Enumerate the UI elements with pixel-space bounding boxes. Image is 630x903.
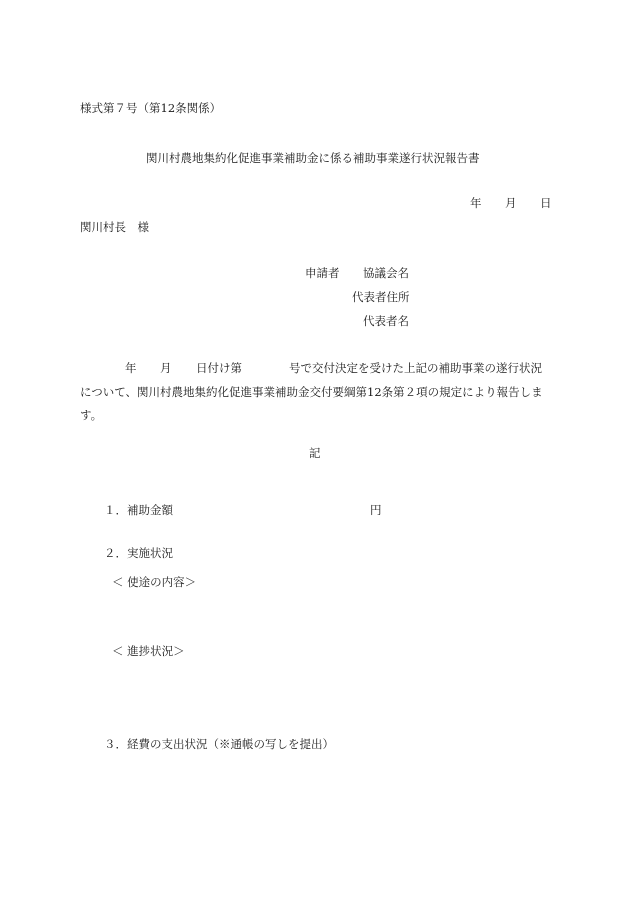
rep-address-label: 代表者住所 — [352, 290, 410, 304]
ki-heading: 記 — [309, 446, 321, 460]
expenses-label: ３．経費の支出状況（※通帳の写しを提出） — [104, 737, 334, 751]
body-day-ref: 日付け第 — [196, 361, 242, 375]
form-number: 様式第７号（第12条関係） — [80, 101, 222, 115]
amount-label: １．補助金額 — [104, 503, 173, 517]
body-line-3: す。 — [80, 408, 103, 422]
body-month: 月 — [160, 361, 172, 375]
addressee: 関川村長 様 — [80, 220, 149, 234]
document-title: 関川村農地集約化促進事業補助金に係る補助事業遂行状況報告書 — [146, 151, 480, 165]
status-label: ２．実施状況 — [104, 546, 173, 560]
usage-heading: ＜ 使途の内容＞ — [112, 575, 197, 589]
body-year: 年 — [125, 361, 137, 375]
date-year: 年 — [470, 196, 482, 210]
date-day: 日 — [540, 196, 552, 210]
date-month: 月 — [505, 196, 517, 210]
amount-unit: 円 — [370, 503, 382, 517]
progress-heading: ＜ 進捗状況＞ — [112, 644, 185, 658]
body-line-2: について、関川村農地集約化促進事業補助金交付要綱第12条第２項の規定により報告しま — [80, 385, 543, 399]
rep-name-label: 代表者名 — [363, 314, 409, 328]
body-number-ref: 号で交付決定を受けた上記の補助事業の遂行状況 — [289, 361, 542, 375]
applicant-label: 申請者 — [305, 266, 340, 280]
council-name-label: 協議会名 — [363, 266, 409, 280]
